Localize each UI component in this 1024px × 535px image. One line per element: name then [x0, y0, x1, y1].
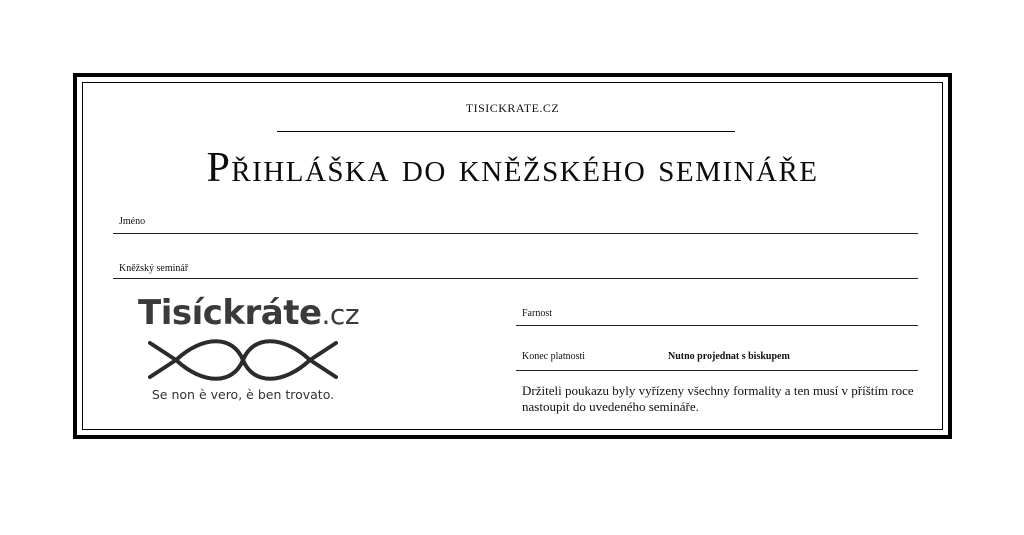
name-field	[113, 203, 918, 234]
parish-field	[516, 301, 918, 326]
logo-tld: .cz	[321, 298, 360, 331]
holder-note: Držiteli poukazu byly vyřízeny všechny formality a ten musí v příštím roce nastoupit do uvedeného semináře.	[522, 383, 914, 414]
expiry-field	[516, 345, 918, 371]
brand-logo	[133, 293, 360, 413]
name-label: Jméno	[119, 216, 146, 227]
seminary-label: Kněžský seminář	[119, 263, 189, 274]
seminary-field	[113, 248, 918, 279]
expiry-value: Nutno projednat s biskupem	[668, 351, 790, 362]
logo-wordmark	[138, 293, 359, 335]
logo-motto: Se non è vero, è ben trovato.	[151, 387, 335, 402]
logo-name: Tisíckráte	[138, 293, 322, 333]
site-divider	[277, 131, 735, 132]
parish-label: Farnost	[522, 308, 552, 319]
document-title: Přihláška do kněžského semináře	[206, 145, 819, 191]
voucher-inner-border	[82, 82, 943, 430]
voucher-frame	[73, 73, 952, 439]
expiry-label: Konec platnosti	[522, 351, 586, 362]
site-name: TISICKRATE.CZ	[465, 101, 560, 115]
fish-cross-icon	[148, 337, 338, 383]
